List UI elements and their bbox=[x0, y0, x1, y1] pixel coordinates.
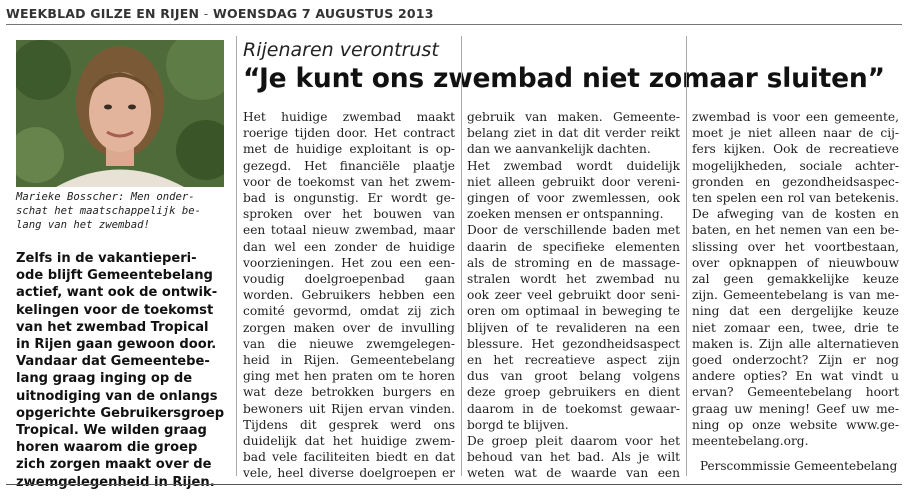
body-line: andere opties? En wat vindt u bbox=[692, 369, 899, 384]
body-line: wat deze betrokken burgers en bbox=[243, 385, 455, 400]
lede-line: van het zwembad Tropical bbox=[16, 319, 209, 335]
body-line: met de huidige exploitant is op- bbox=[243, 142, 455, 157]
body-line: meentebelang.org. bbox=[692, 434, 809, 449]
body-line: zorgen maken over de invulling bbox=[243, 320, 455, 335]
body-line: moet je niet alleen naar de cij- bbox=[692, 126, 899, 141]
lede-line: zwemgelegenheid in Rijen. bbox=[16, 474, 215, 490]
body-line: baten, en het nemen van een be- bbox=[692, 223, 899, 238]
body-line: dan we aanvankelijk dachten. bbox=[467, 142, 651, 157]
body-line: weten wat de waarde van een bbox=[467, 466, 680, 481]
lede-line: in Rijen gaan gewoon door. bbox=[16, 337, 217, 353]
body-line: goed onderzocht? Zijn er nog bbox=[692, 353, 899, 368]
body-line: zal geen gemakkelijke keuze bbox=[692, 272, 899, 287]
body-line: bewoners uit Rijen ervan vinden. bbox=[243, 401, 455, 416]
body-line: over opknappen of nieuwbouw bbox=[692, 255, 899, 270]
lede-line: zich zorgen maakt over de bbox=[16, 457, 212, 473]
body-line: zoeken mensen er ontspanning. bbox=[467, 207, 664, 222]
body-line: ning op onze website www.ge- bbox=[692, 417, 899, 432]
body-line: Het zwembad wordt duidelijk bbox=[467, 158, 680, 173]
body-line: daarom in de toekomst gewaar- bbox=[467, 401, 680, 416]
body-line: dan wel een zonder de huidige bbox=[243, 239, 455, 254]
lede-line: lang graag inging op de bbox=[16, 371, 193, 387]
body-line: maken is. Zijn alle alternatieven bbox=[692, 336, 899, 351]
column-divider bbox=[461, 36, 462, 476]
body-line: gezegd. Het financiële plaatje bbox=[243, 158, 455, 173]
body-line: niet zomaar een, twee, drie te bbox=[692, 320, 899, 335]
body-line: gingen of voor zwemlessen, ook bbox=[467, 191, 680, 206]
body-line: behoud van het bad. Als je wilt bbox=[467, 450, 680, 465]
body-line: vele, heel diverse doelgroepen er bbox=[243, 466, 455, 481]
column-divider bbox=[686, 36, 687, 476]
portrait-illustration bbox=[16, 40, 224, 187]
body-line: niet alleen gebruikt door vereni- bbox=[467, 174, 680, 189]
lede-line: Tropical. We wilden graag bbox=[16, 423, 207, 439]
body-line: bad is ongunstig. Er wordt ge- bbox=[243, 191, 455, 206]
body-line: ning dat een dergelijke keuze bbox=[692, 304, 899, 319]
body-line: heid in Rijen. Gemeentebelang bbox=[243, 353, 455, 368]
article-lede bbox=[16, 250, 232, 491]
article-headline: “Je kunt ons zwembad niet zomaar sluiten” bbox=[243, 63, 885, 94]
lede-line: Zelfs in de vakantieperi- bbox=[16, 251, 197, 266]
photo-caption bbox=[16, 190, 231, 232]
body-line: en het recreatieve aspect zijn bbox=[467, 353, 680, 368]
newspaper-name: WEEKBLAD GILZE EN RIJEN bbox=[6, 6, 200, 21]
body-line: stralen wordt het zwembad nu bbox=[467, 272, 680, 287]
lede-line: uitnodiging van de onlangs bbox=[16, 388, 218, 404]
body-line: deze groep gebruikers en dient bbox=[467, 385, 680, 400]
body-line: van die nieuwe zwemgelegen- bbox=[243, 336, 455, 351]
body-line: zijn. Gemeentebelang is van me- bbox=[692, 288, 899, 303]
body-line: bad vele faciliteiten biedt en dat bbox=[243, 450, 455, 465]
body-line: zwembad is voor een gemeente, bbox=[692, 110, 899, 124]
lede-line: Vandaar dat Gemeentebe- bbox=[16, 354, 210, 370]
issue-date: WOENSDAG 7 AUGUSTUS 2013 bbox=[213, 6, 434, 21]
body-column-1 bbox=[243, 109, 455, 482]
body-line: sproken over het bouwen van bbox=[243, 207, 455, 222]
lede-line: ode blijft Gemeentebelang bbox=[16, 268, 213, 284]
body-line: fers kijken. Ook de recreatieve bbox=[692, 142, 899, 157]
body-line: voor de toekomst van het zwem- bbox=[243, 174, 455, 189]
body-line: De afweging van de kosten en bbox=[692, 207, 899, 222]
body-line: mogelijkheden, sociale achter- bbox=[692, 158, 899, 173]
body-line: ten spelen een rol van betekenis. bbox=[692, 191, 899, 206]
body-line: voudig doelgroepenbad gaan bbox=[243, 272, 455, 287]
lede-line: kelingen voor de toekomst bbox=[16, 302, 214, 318]
body-column-3 bbox=[692, 109, 899, 449]
body-line: daarin de specifieke elementen bbox=[467, 239, 680, 254]
column-divider bbox=[236, 36, 237, 476]
article-signature: Perscommissie Gemeentebelang bbox=[700, 459, 898, 473]
body-line: blessure. Het gezondheidsaspect bbox=[467, 336, 680, 351]
body-line: comité gevormd, omdat zij zich bbox=[243, 304, 455, 319]
body-line: oren om optimaal in beweging te bbox=[467, 304, 680, 319]
body-line: Door de verschillende baden met bbox=[467, 223, 680, 238]
body-line: dus van groot belang volgens bbox=[467, 369, 680, 384]
body-line: slissing over het voortbestaan, bbox=[692, 239, 899, 254]
body-line: gebruik van maken. Gemeente- bbox=[467, 110, 680, 124]
body-line: worden. Gebruikers hebben een bbox=[243, 288, 455, 303]
body-line: Tijdens dit gesprek werd ons bbox=[243, 417, 455, 432]
body-line: duidelijk dat het huidige zwem- bbox=[243, 434, 455, 449]
caption-line: schat het maatschappelijk be- bbox=[16, 205, 201, 217]
body-line: roerige tijden door. Het contract bbox=[243, 126, 455, 141]
body-line: borgd te blijven. bbox=[467, 417, 569, 432]
body-line: ging met hen praten om te horen bbox=[243, 369, 455, 384]
lede-line: horen waarom die groep bbox=[16, 440, 198, 456]
lede-line: opgerichte Gebruikersgroep bbox=[16, 405, 225, 421]
masthead-separator: - bbox=[203, 6, 209, 21]
body-line: gronden en gezondheidsaspec- bbox=[692, 174, 899, 189]
body-column-2 bbox=[467, 109, 680, 482]
caption-line: lang van het zwembad! bbox=[16, 219, 150, 231]
body-line: Het huidige zwembad maakt bbox=[243, 110, 455, 124]
body-line: De groep pleit daarom voor het bbox=[467, 434, 680, 449]
body-line: graag uw mening! Geef uw me- bbox=[692, 401, 899, 416]
body-line: als de stroming en de massage- bbox=[467, 255, 680, 270]
body-line: voorzieningen. Het zou een een- bbox=[243, 255, 455, 270]
article-kicker: Rijenaren verontrust bbox=[243, 39, 439, 61]
body-line: ook zeer veel gebruikt door seni- bbox=[467, 288, 680, 303]
body-line: blijven of te revalideren na een bbox=[467, 320, 680, 335]
masthead bbox=[6, 4, 902, 25]
body-line: een totaal nieuw zwembad, maar bbox=[243, 223, 455, 238]
caption-line: Marieke Bosscher: Men onder- bbox=[16, 191, 195, 203]
body-line: ervan? Gemeentebelang hoort bbox=[692, 385, 899, 400]
bottom-rule bbox=[6, 484, 902, 485]
portrait-photo bbox=[16, 40, 224, 187]
lede-line: actief, want ook de ontwik- bbox=[16, 285, 218, 301]
body-line: belang ziet in dat dit verder reikt bbox=[467, 126, 680, 141]
